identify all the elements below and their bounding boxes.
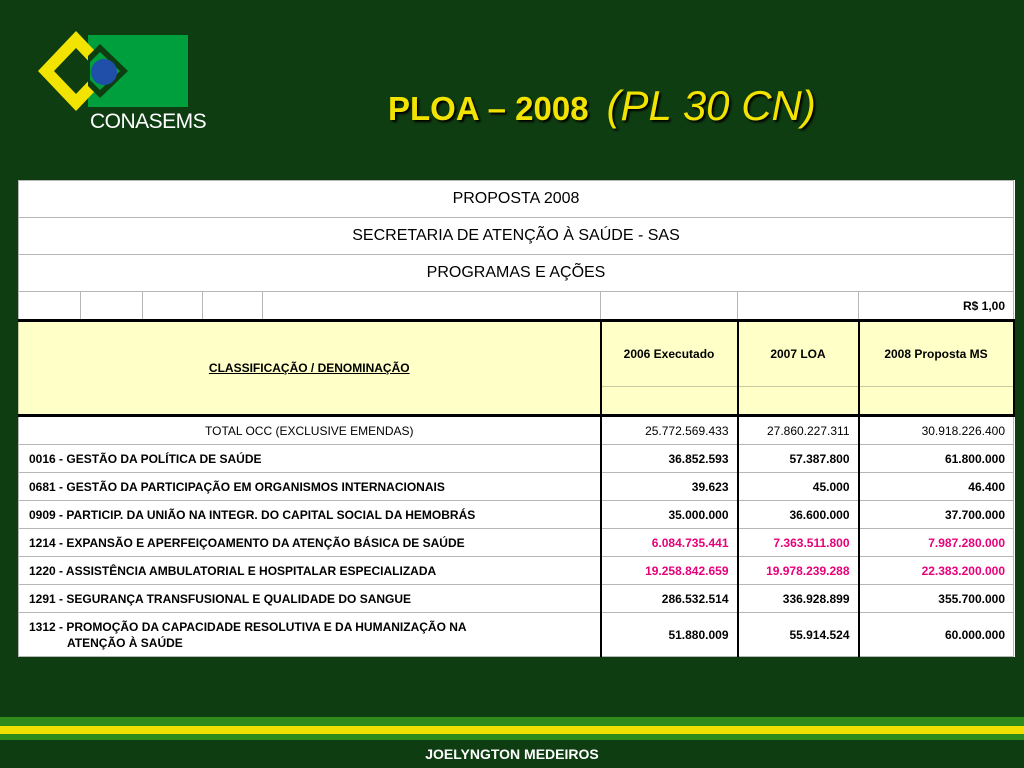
program-label — [19, 613, 601, 657]
empty-cell — [859, 386, 1014, 415]
empty-cell — [738, 292, 859, 321]
program-label-line1: 1312 - PROMOÇÃO DA CAPACIDADE RESOLUTIVA E DA HUMANIZAÇÃO NA — [29, 619, 467, 634]
program-label: 0016 - GESTÃO DA POLÍTICA DE SAÚDE — [19, 445, 601, 473]
value-2006: 35.000.000 — [601, 501, 738, 529]
table-heading-programs: PROGRAMAS E AÇÕES — [19, 255, 1014, 292]
table-row — [19, 613, 1014, 657]
conasems-logo — [0, 0, 220, 140]
empty-cell — [81, 292, 143, 321]
classification-header: CLASSIFICAÇÃO / DENOMINAÇÃO — [19, 321, 601, 416]
title-sub: (PL 30 CN) — [606, 82, 816, 129]
table-heading-proposal: PROPOSTA 2008 — [19, 181, 1014, 218]
value-2006: 286.532.514 — [601, 585, 738, 613]
program-label: 1291 - SEGURANÇA TRANSFUSIONAL E QUALIDADE DO SANGUE — [19, 585, 601, 613]
footer-stripe-yellow — [0, 726, 1024, 734]
value-2008: 22.383.200.000 — [859, 557, 1014, 585]
value-2007: 45.000 — [738, 473, 859, 501]
value-2006: 36.852.593 — [601, 445, 738, 473]
column-header-2008: 2008 Proposta MS — [859, 321, 1014, 387]
title-main: PLOA – 2008 — [388, 90, 589, 127]
value-2008: 37.700.000 — [859, 501, 1014, 529]
footer-stripe-green — [0, 717, 1024, 726]
value-2007: 36.600.000 — [738, 501, 859, 529]
footer-author: JOELYNGTON MEDEIROS — [425, 746, 599, 762]
budget-table — [18, 180, 1015, 657]
conasems-emblem-icon — [30, 26, 190, 118]
total-2007: 27.860.227.311 — [738, 416, 859, 445]
value-2007: 7.363.511.800 — [738, 529, 859, 557]
program-label-line2: ATENÇÃO À SAÚDE — [67, 635, 183, 650]
empty-cell — [738, 386, 859, 415]
empty-cell — [601, 386, 738, 415]
value-2007: 57.387.800 — [738, 445, 859, 473]
empty-cell — [263, 292, 601, 321]
value-2006: 6.084.735.441 — [601, 529, 738, 557]
empty-cell — [143, 292, 203, 321]
table-heading-secretariat: SECRETARIA DE ATENÇÃO À SAÚDE - SAS — [19, 218, 1014, 255]
program-label: 0909 - PARTICIP. DA UNIÃO NA INTEGR. DO CAPITAL SOCIAL DA HEMOBRÁS — [19, 501, 601, 529]
value-2008: 7.987.280.000 — [859, 529, 1014, 557]
empty-cell — [19, 292, 81, 321]
table-row — [19, 557, 1014, 585]
value-2008: 60.000.000 — [859, 613, 1014, 657]
empty-cell — [601, 292, 738, 321]
value-2008: 46.400 — [859, 473, 1014, 501]
column-header-2007: 2007 LOA — [738, 321, 859, 387]
logo-text: CONASEMS — [90, 110, 207, 133]
program-label: 1220 - ASSISTÊNCIA AMBULATORIAL E HOSPITALAR ESPECIALIZADA — [19, 557, 601, 585]
table-row-total — [19, 416, 1014, 445]
table-row — [19, 529, 1014, 557]
value-2008: 355.700.000 — [859, 585, 1014, 613]
table-row — [19, 473, 1014, 501]
table-row — [19, 501, 1014, 529]
program-label: 1214 - EXPANSÃO E APERFEIÇOAMENTO DA ATENÇÃO BÁSICA DE SAÚDE — [19, 529, 601, 557]
value-2007: 19.978.239.288 — [738, 557, 859, 585]
value-2006: 51.880.009 — [601, 613, 738, 657]
total-2006: 25.772.569.433 — [601, 416, 738, 445]
empty-cell — [203, 292, 263, 321]
value-2007: 55.914.524 — [738, 613, 859, 657]
total-2008: 30.918.226.400 — [859, 416, 1014, 445]
page-title — [388, 82, 816, 130]
currency-unit-label: R$ 1,00 — [859, 292, 1014, 321]
program-label: 0681 - GESTÃO DA PARTICIPAÇÃO EM ORGANISMOS INTERNACIONAIS — [19, 473, 601, 501]
total-label: TOTAL OCC (EXCLUSIVE EMENDAS) — [19, 416, 601, 445]
column-header-2006: 2006 Executado — [601, 321, 738, 387]
table-row — [19, 585, 1014, 613]
value-2008: 61.800.000 — [859, 445, 1014, 473]
value-2007: 336.928.899 — [738, 585, 859, 613]
value-2006: 39.623 — [601, 473, 738, 501]
table-row — [19, 445, 1014, 473]
value-2006: 19.258.842.659 — [601, 557, 738, 585]
